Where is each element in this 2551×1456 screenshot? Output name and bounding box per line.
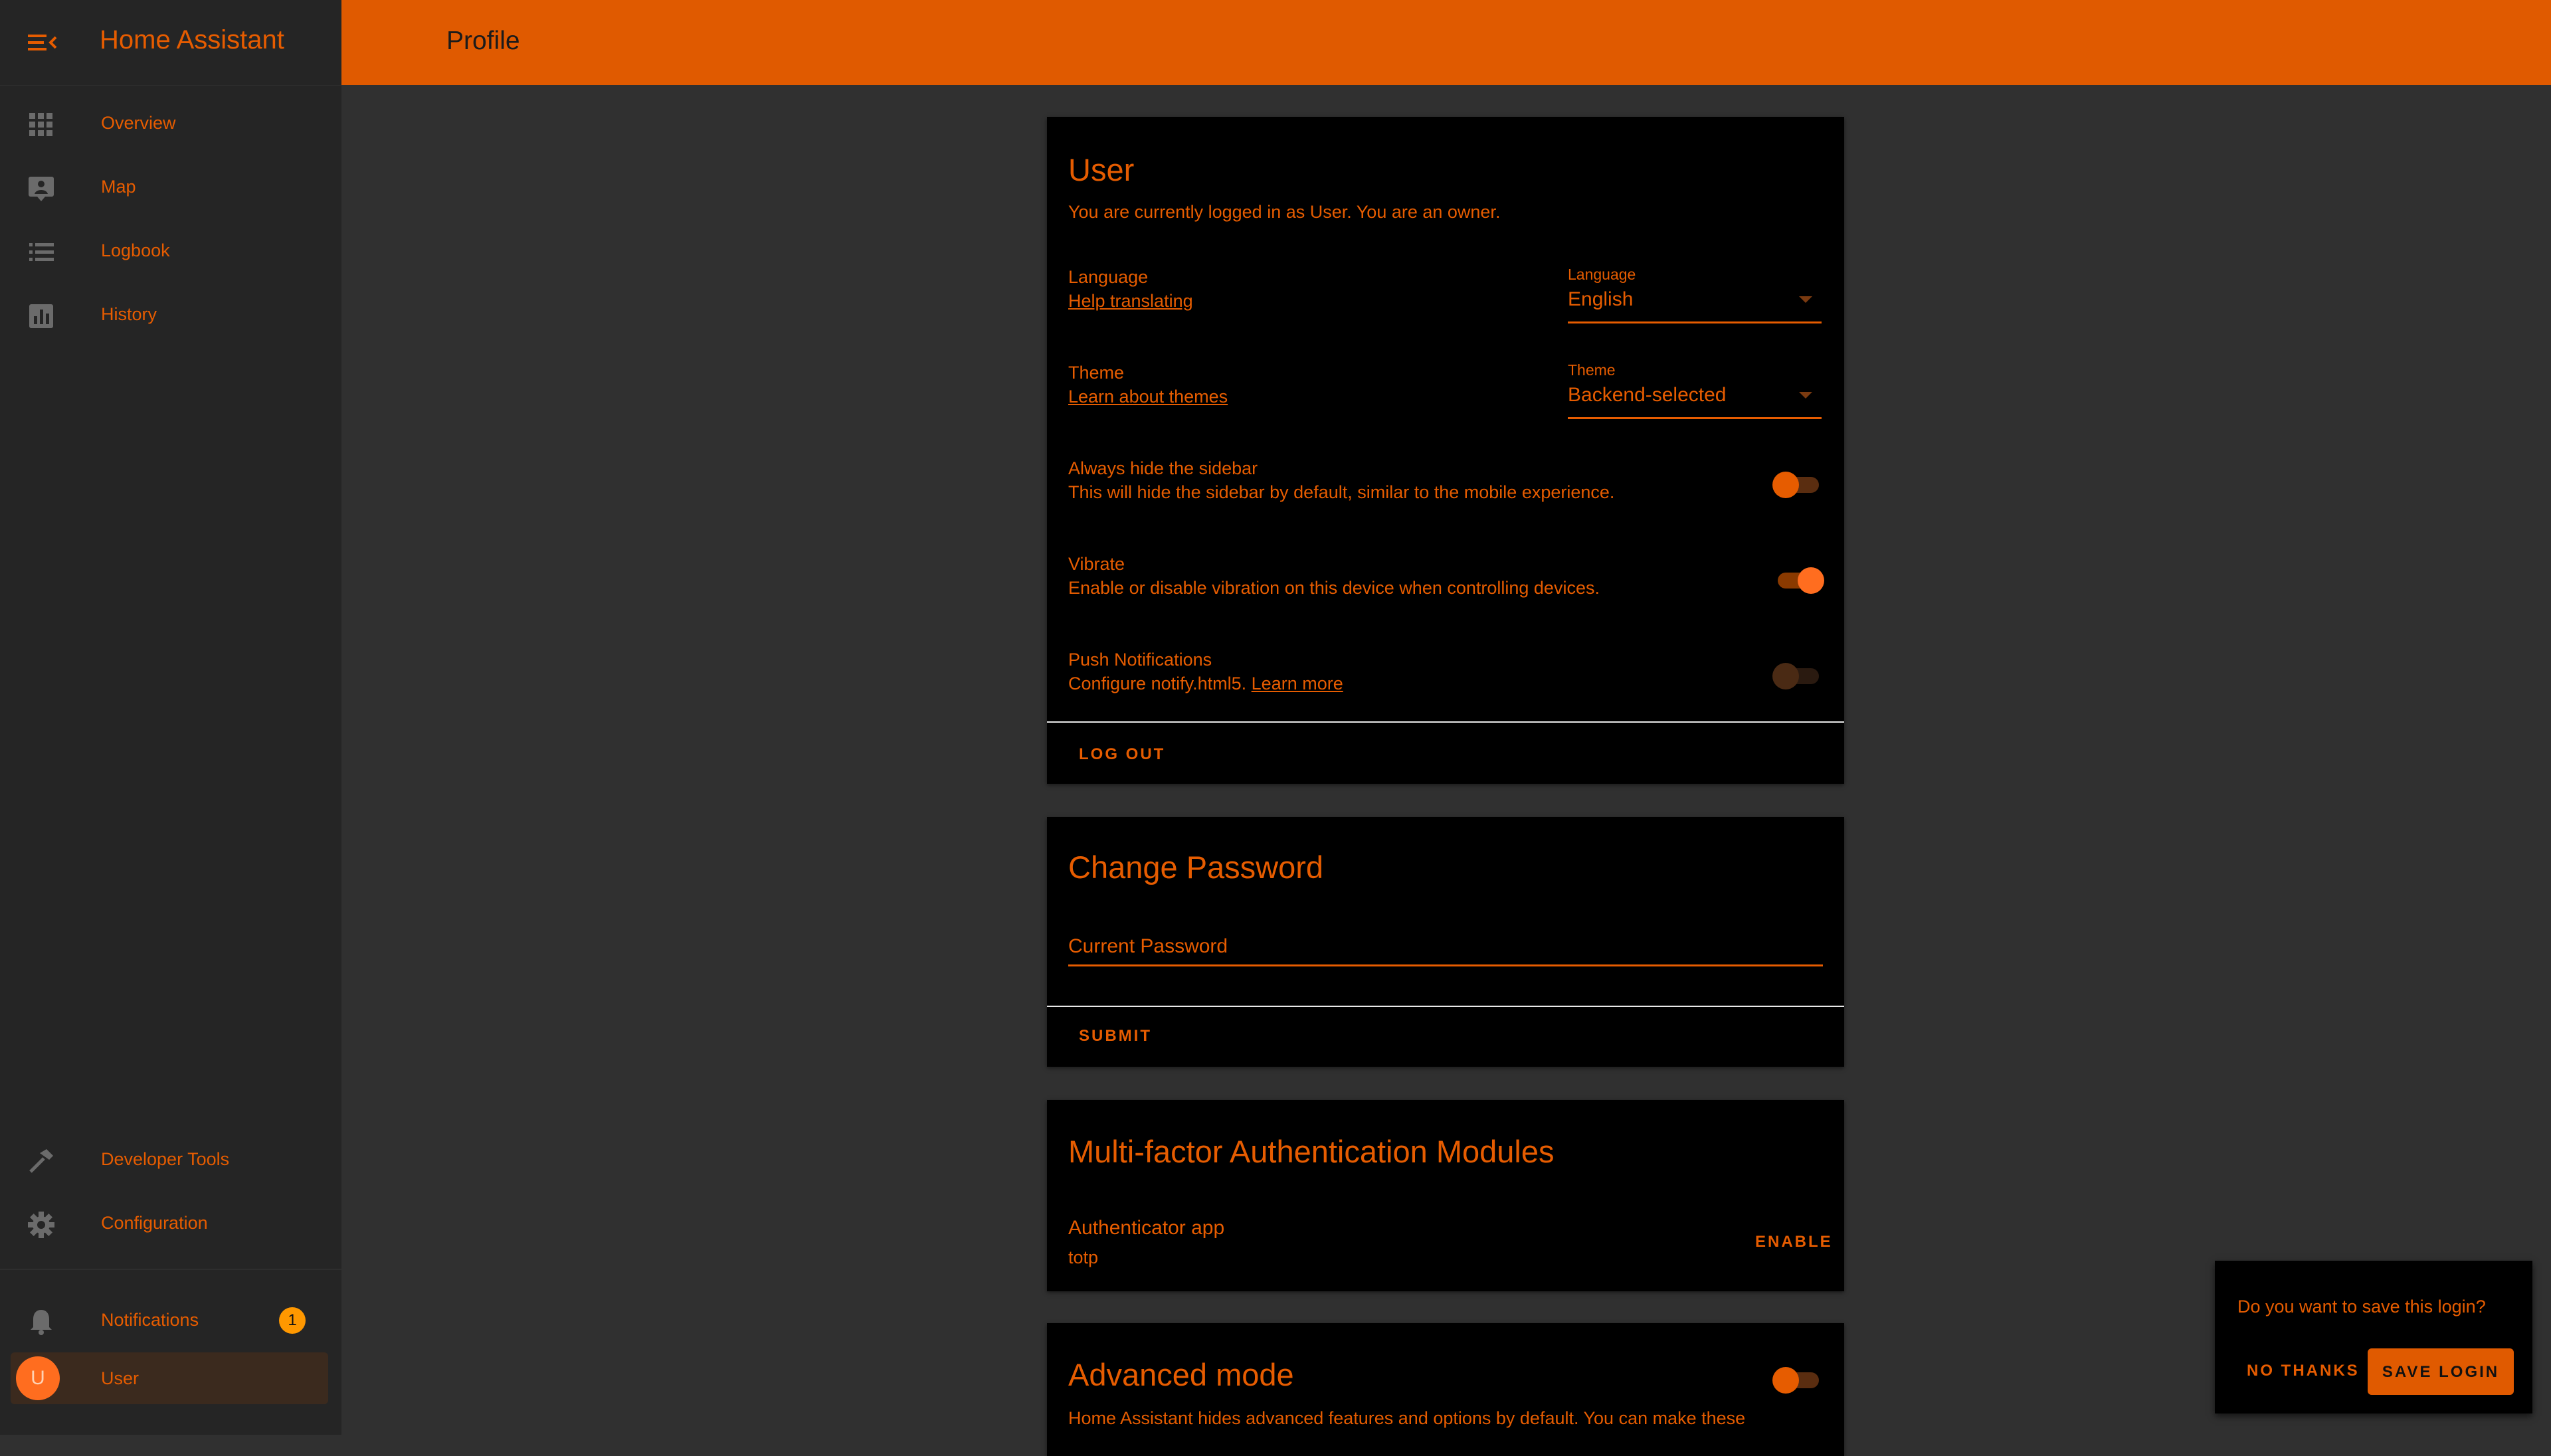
hammer-icon [27,1146,56,1176]
sidebar-item-overview[interactable] [0,92,341,155]
sidebar-item-label: Configuration [101,1213,208,1233]
vibrate-toggle[interactable] [1778,558,1826,598]
chevron-down-icon [1799,392,1812,399]
list-icon [27,238,56,267]
push-notifications-label: Push Notifications [1068,650,1212,670]
app-title: Home Assistant [100,25,284,54]
save-login-dialog [2215,1261,2532,1413]
learn-more-link[interactable]: Learn more [1251,674,1343,693]
card-title: User [1068,152,1135,187]
card-title: Advanced mode [1068,1357,1294,1392]
sidebar-header [0,0,341,86]
submit-button[interactable]: SUBMIT [1079,1027,1152,1045]
sidebar-item-label: Overview [101,113,176,133]
logged-in-info: You are currently logged in as User. You are an owner. [1068,202,1501,222]
card-title: Multi-factor Authentication Modules [1068,1134,1555,1169]
card-divider [1047,721,1844,723]
hide-sidebar-label: Always hide the sidebar [1068,458,1258,478]
save-login-button[interactable] [2368,1348,2514,1395]
hide-sidebar-toggle[interactable] [1772,462,1820,502]
change-password-card [1047,817,1844,1067]
push-description-text: Configure notify.html5. [1068,674,1247,693]
sidebar-divider [0,1269,341,1270]
enable-button[interactable]: ENABLE [1755,1233,1833,1251]
language-label: Language [1068,267,1149,287]
card-title: Change Password [1068,850,1324,885]
user-card [1047,117,1844,784]
chart-icon [27,302,56,331]
sidebar-item-label: Developer Tools [101,1149,230,1169]
sidebar-item-user[interactable] [11,1352,328,1404]
current-password-field[interactable] [1068,929,1823,966]
theme-label: Theme [1068,363,1125,383]
hide-sidebar-description: This will hide the sidebar by default, similar to the mobile experience. [1068,482,1615,502]
page-title: Profile [446,27,520,55]
sidebar-item-label: Logbook [101,240,170,260]
push-notifications-toggle[interactable] [1772,654,1820,693]
card-divider [1047,1006,1844,1007]
menu-collapse-icon[interactable] [28,31,57,54]
save-login-question: Do you want to save this login? [2237,1297,2486,1317]
sidebar-item-configuration[interactable] [0,1192,341,1255]
mfa-module-id: totp [1068,1247,1099,1267]
help-translating-link[interactable]: Help translating [1068,291,1193,311]
current-password-label: Current Password [1068,935,1228,957]
theme-select[interactable] [1568,361,1822,419]
advanced-mode-description: Home Assistant hides advanced features and options by default. You can make these [1068,1408,1746,1428]
top-app-bar [341,0,2551,85]
language-select-label: Language [1568,266,1636,283]
learn-about-themes-link[interactable]: Learn about themes [1068,387,1228,407]
push-notifications-description [1068,674,1343,694]
notification-count-badge: 1 [279,1307,306,1334]
map-icon [27,174,56,203]
sidebar-item-developer-tools[interactable] [0,1128,341,1192]
gear-icon [27,1210,56,1239]
sidebar-item-label: Map [101,177,136,197]
sidebar-item-notifications[interactable] [0,1289,341,1352]
save-login-label: SAVE LOGIN [2382,1363,2500,1381]
theme-select-value: Backend-selected [1568,384,1727,406]
sidebar-item-map[interactable] [0,155,341,219]
sidebar-item-history[interactable] [0,283,341,347]
language-select[interactable] [1568,266,1822,323]
sidebar-item-label: History [101,304,157,324]
bell-icon [27,1307,56,1336]
avatar: U [16,1356,60,1400]
mfa-module-name: Authenticator app [1068,1217,1225,1239]
advanced-mode-card [1047,1323,1844,1456]
sidebar [0,0,341,1435]
no-thanks-button[interactable]: NO THANKS [2247,1362,2360,1380]
vibrate-label: Vibrate [1068,554,1125,574]
sidebar-item-logbook[interactable] [0,219,341,283]
vibrate-description: Enable or disable vibration on this device when controlling devices. [1068,578,1600,598]
language-select-value: English [1568,288,1634,310]
chevron-down-icon [1799,296,1812,303]
log-out-button[interactable]: LOG OUT [1079,745,1166,763]
grid-icon [27,110,56,139]
mfa-card [1047,1100,1844,1291]
theme-select-label: Theme [1568,361,1616,379]
sidebar-item-label: User [101,1368,140,1388]
sidebar-item-label: Notifications [101,1310,199,1330]
advanced-mode-toggle[interactable] [1772,1358,1820,1398]
